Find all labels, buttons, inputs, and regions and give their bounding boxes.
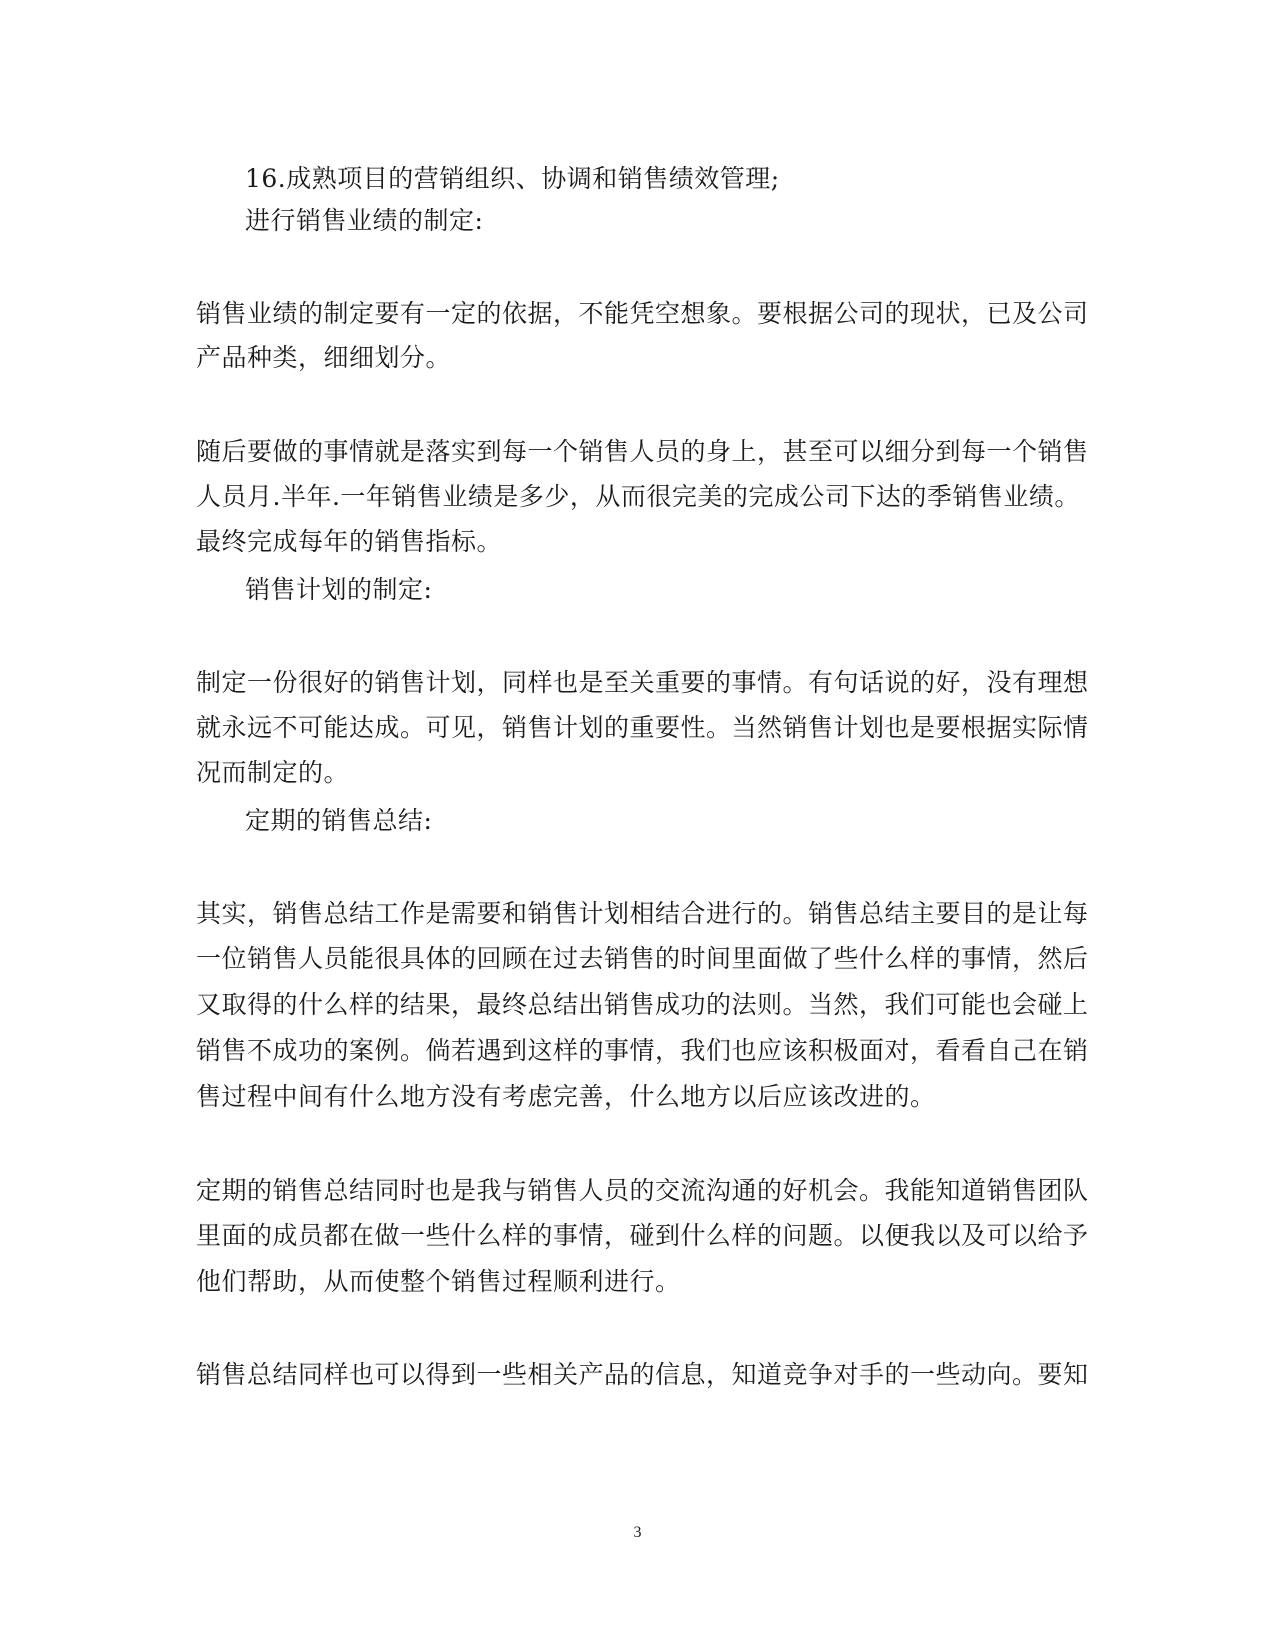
paragraph-line: 销售业绩的制定要有一定的依据，不能凭空想象。要根据公司的现状，已及公司 xyxy=(196,299,1089,328)
paragraph-line: 就永远不可能达成。可见，销售计划的重要性。当然销售计划也是要根据实际情 xyxy=(196,713,1089,742)
paragraph-line: 况而制定的。 xyxy=(196,758,350,787)
paragraph-line: 售过程中间有什么地方没有考虑完善，什么地方以后应该改进的。 xyxy=(196,1082,936,1111)
section-heading-summary: 定期的销售总结: xyxy=(245,806,433,835)
section-heading-plan: 销售计划的制定: xyxy=(245,575,433,604)
list-item-16: 16.成熟项目的营销组织、协调和销售绩效管理; xyxy=(245,164,780,193)
paragraph-line: 其实，销售总结工作是需要和销售计划相结合进行的。销售总结主要目的是让每 xyxy=(196,899,1089,928)
paragraph-line: 销售总结同样也可以得到一些相关产品的信息，知道竞争对手的一些动向。要知 xyxy=(196,1360,1089,1389)
paragraph-line: 又取得的什么样的结果，最终总结出销售成功的法则。当然，我们可能也会碰上 xyxy=(196,990,1089,1019)
paragraph-line: 定期的销售总结同时也是我与销售人员的交流沟通的好机会。我能知道销售团队 xyxy=(196,1176,1089,1205)
section-heading-performance: 进行销售业绩的制定: xyxy=(245,206,484,235)
paragraph-line: 产品种类，细细划分。 xyxy=(196,343,452,372)
page-number: 3 xyxy=(633,1524,642,1541)
paragraph-line: 他们帮助，从而使整个销售过程顺利进行。 xyxy=(196,1267,681,1296)
paragraph-line: 随后要做的事情就是落实到每一个销售人员的身上，甚至可以细分到每一个销售 xyxy=(196,437,1089,466)
paragraph-line: 人员月.半年.一年销售业绩是多少，从而很完美的完成公司下达的季销售业绩。 xyxy=(196,482,1080,511)
paragraph-line: 最终完成每年的销售指标。 xyxy=(196,527,503,556)
paragraph-line: 销售不成功的案例。倘若遇到这样的事情，我们也应该积极面对，看看自己在销 xyxy=(196,1036,1089,1065)
paragraph-line: 制定一份很好的销售计划，同样也是至关重要的事情。有句话说的好，没有理想 xyxy=(196,668,1089,697)
paragraph-line: 里面的成员都在做一些什么样的事情，碰到什么样的问题。以便我以及可以给予 xyxy=(196,1221,1089,1250)
paragraph-line: 一位销售人员能很具体的回顾在过去销售的时间里面做了些什么样的事情，然后 xyxy=(196,944,1089,973)
